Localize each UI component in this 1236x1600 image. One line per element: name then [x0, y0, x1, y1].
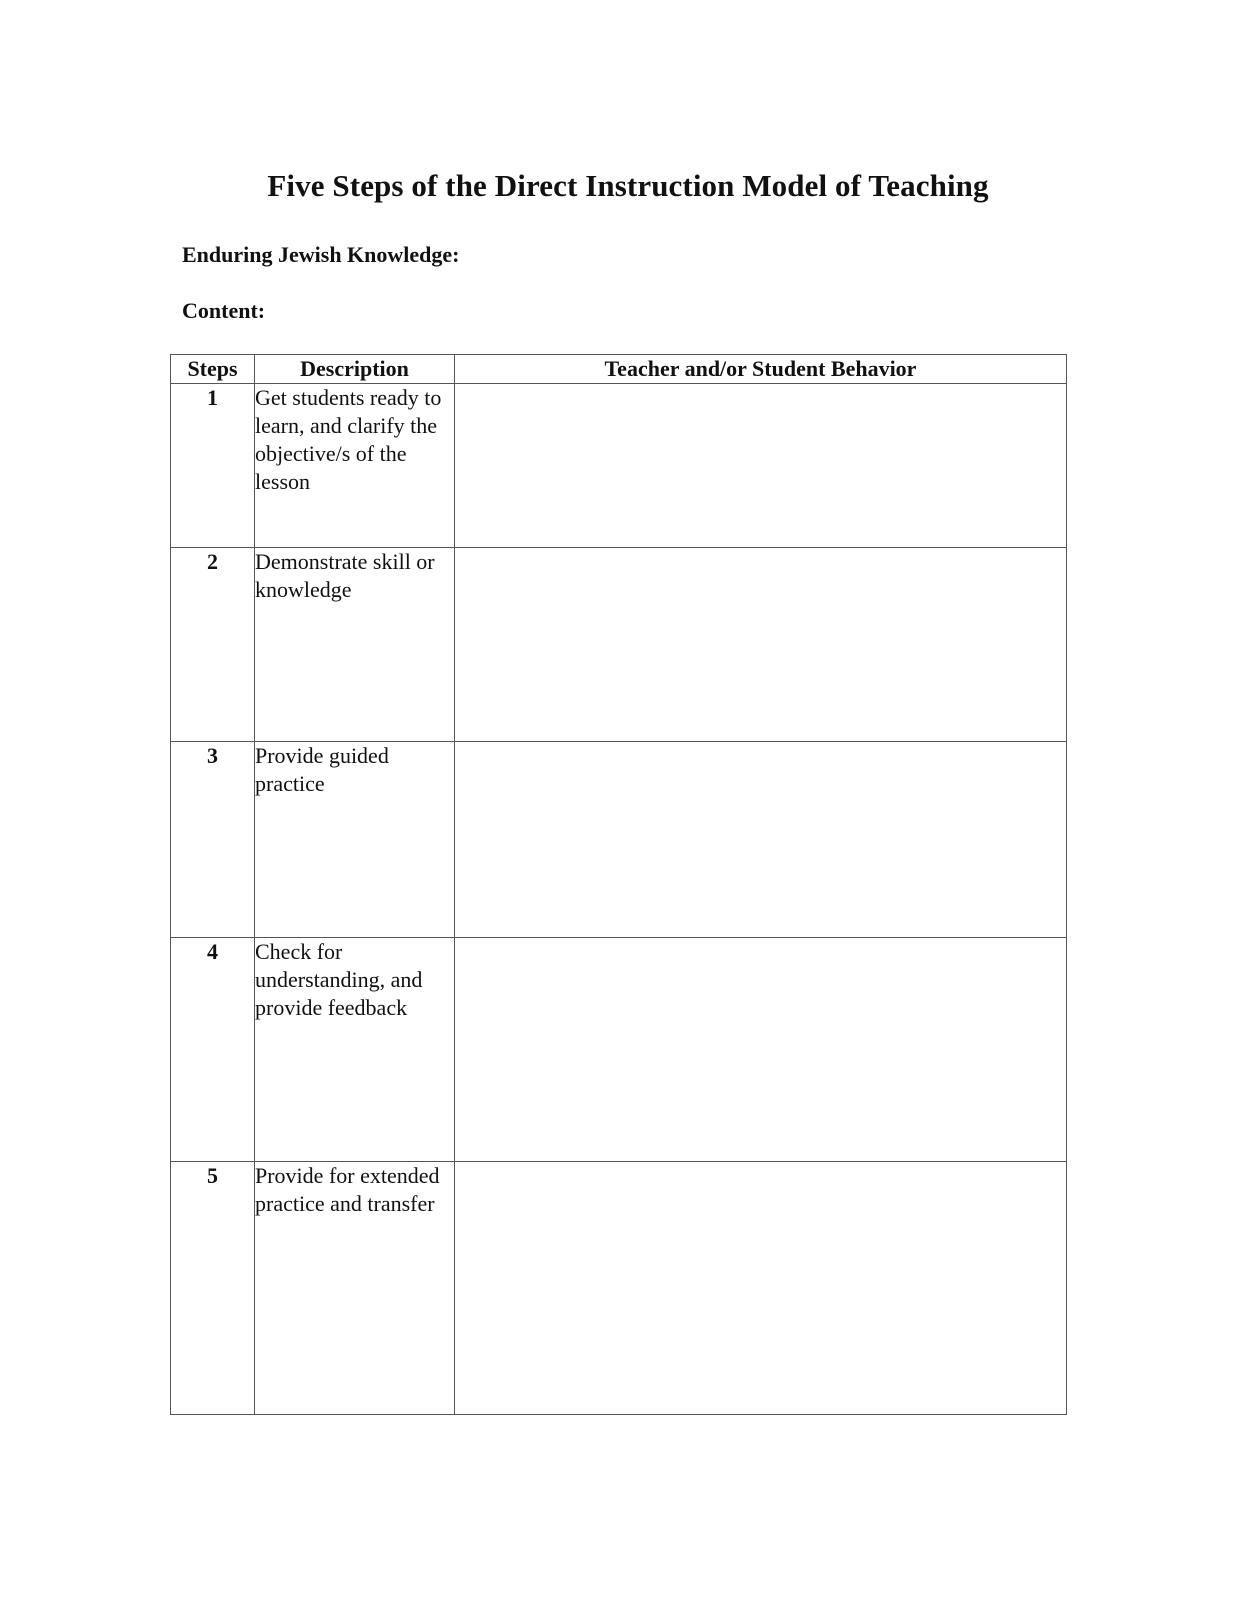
step-number: 4 — [171, 938, 255, 1162]
behavior-cell[interactable] — [455, 742, 1067, 938]
header-steps: Steps — [171, 355, 255, 384]
enduring-knowledge-label: Enduring Jewish Knowledge: — [182, 242, 460, 267]
table-row — [171, 548, 1067, 742]
header-description: Description — [255, 355, 455, 384]
step-description: Demonstrate skill or knowledge — [255, 548, 455, 742]
step-number: 3 — [171, 742, 255, 938]
step-description: Provide for extended practice and transfer — [255, 1162, 455, 1415]
table-header-row — [171, 355, 1067, 384]
header-behavior: Teacher and/or Student Behavior — [455, 355, 1067, 384]
content-label: Content: — [182, 298, 266, 323]
behavior-cell[interactable] — [455, 548, 1067, 742]
page-title: Five Steps of the Direct Instruction Model of Teaching — [267, 168, 989, 203]
table-row — [171, 1162, 1067, 1415]
steps-table — [170, 354, 1067, 1415]
behavior-cell[interactable] — [455, 938, 1067, 1162]
table-row — [171, 384, 1067, 548]
behavior-cell[interactable] — [455, 1162, 1067, 1415]
step-description: Provide guided practice — [255, 742, 455, 938]
step-description: Get students ready to learn, and clarify the objective/s of the lesson — [255, 384, 455, 548]
table-row — [171, 938, 1067, 1162]
step-number: 2 — [171, 548, 255, 742]
table-row — [171, 742, 1067, 938]
behavior-cell[interactable] — [455, 384, 1067, 548]
step-number: 1 — [171, 384, 255, 548]
step-number: 5 — [171, 1162, 255, 1415]
step-description: Check for understanding, and provide feedback — [255, 938, 455, 1162]
